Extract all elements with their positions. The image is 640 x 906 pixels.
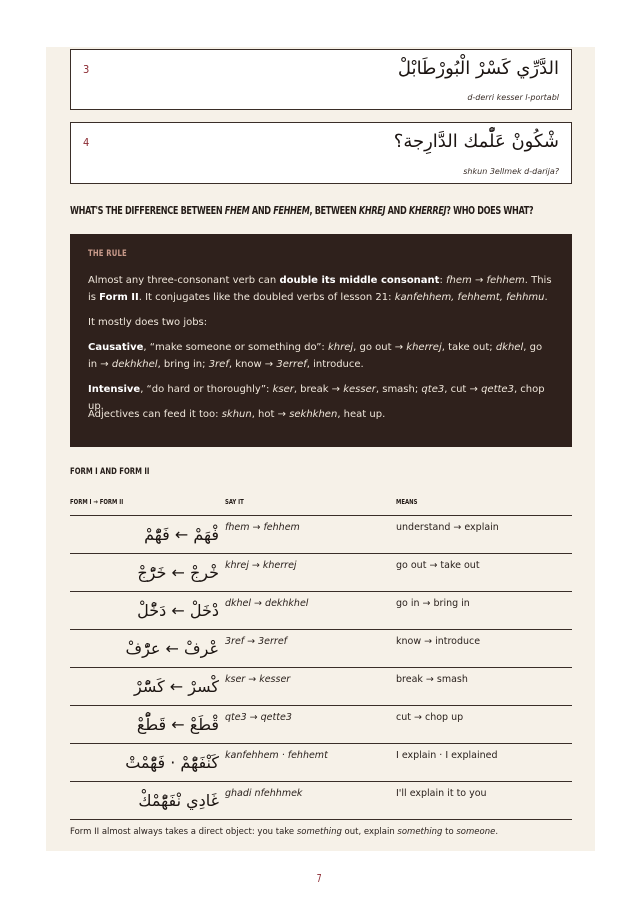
arabic-verb: عْرفْ ← عرّْفْ [125, 639, 219, 658]
table-row [70, 630, 572, 668]
meaning: I'll explain it to you [396, 788, 487, 799]
table-row [70, 706, 572, 744]
arabic-sentence: شْكُونْ عَلّْمك الدَّارِجة؟ [393, 131, 559, 152]
meaning: know → introduce [396, 636, 481, 647]
rule-paragraph-2: It mostly does two jobs: [88, 317, 208, 328]
say-it: kser → kesser [225, 674, 291, 685]
say-it: khrej → kherrej [225, 560, 297, 571]
rule-paragraph-4: Intensive, “do hard or thoroughly”: kser, break → kesser, smash; qte3, cut → qette3, chop up. [88, 384, 545, 412]
page-sheet [46, 47, 595, 851]
rule-title: THE RULE [88, 249, 127, 259]
footnote: Form II almost always takes a direct object: you take something out, explain something to someone. [70, 827, 499, 837]
table-row [70, 554, 572, 592]
say-it: 3ref → 3erref [225, 636, 288, 647]
say-it: kanfehhem · fehhemt [225, 750, 328, 761]
arabic-verb: قْطَعْ ← قَطّْعْ [136, 715, 219, 734]
arabic-verb: دْخَلْ ← دَخّْلْ [137, 601, 219, 620]
card-number: 4 [83, 136, 90, 149]
transliteration: d-derri kesser l-portabl [467, 93, 559, 102]
table-header [70, 498, 572, 516]
arabic-verb: خْرجْ ← خَرّْجْ [137, 563, 219, 582]
header-means: MEANS [396, 498, 418, 506]
rule-paragraph-5: Adjectives can feed it too: skhun, hot → sekhkhen, heat up. [88, 409, 386, 420]
arabic-verb: غَادِي نْفَهّْمْكْ [138, 791, 219, 810]
header-form: FORM I → FORM II [70, 498, 124, 506]
meaning: go in → bring in [396, 598, 470, 609]
say-it: dkhel → dekhkhel [225, 598, 309, 609]
transliteration: shkun 3ellmek d-darija? [463, 167, 559, 176]
table-row [70, 782, 572, 820]
meaning: understand → explain [396, 522, 499, 533]
sentence-card-4 [70, 122, 572, 184]
table-row [70, 592, 572, 630]
table-row [70, 516, 572, 554]
meaning: break → smash [396, 674, 468, 685]
table-row [70, 668, 572, 706]
rule-paragraph-1: Almost any three-consonant verb can double its middle consonant: fhem → fehhem. This is Form II. It conjugates like the doubled verbs of lesson 21: kanfehhem, fehhemt, fehhmu. [88, 275, 552, 303]
sentence-card-3 [70, 49, 572, 110]
header-say-it: SAY IT [225, 498, 244, 506]
meaning: I explain · I explained [396, 750, 498, 761]
arabic-sentence: الدَّرِّي كَسْرْ الْبُورْطَابْلْ [397, 58, 559, 79]
rule-paragraph-3: Causative, “make someone or something do”: khrej, go out → kherrej, take out; dkhel, go in → dekhkhel, bring in; 3ref, know → 3erref, introduce. [88, 342, 543, 370]
meaning: go out → take out [396, 560, 480, 571]
say-it: fhem → fehhem [225, 522, 300, 533]
question-heading: WHAT'S THE DIFFERENCE BETWEEN FHEM AND FEHHEM, BETWEEN KHREJ AND KHERREJ? WHO DOES WHAT? [70, 205, 534, 217]
page-number: 7 [316, 872, 322, 885]
meaning: cut → chop up [396, 712, 464, 723]
arabic-verb: كْسرْ ← كَسّْرْ [133, 677, 219, 696]
table-title: FORM I AND FORM II [70, 467, 150, 477]
arabic-verb: كَنْفَهّْمْ · فَهّْمْتْ [125, 753, 219, 772]
say-it: qte3 → qette3 [225, 712, 292, 723]
card-number: 3 [83, 63, 90, 76]
say-it: ghadi nfehhmek [225, 788, 303, 799]
rule-box [70, 234, 572, 447]
table-row [70, 744, 572, 782]
arabic-verb: فْهَمْ ← فَهّْمْ [144, 525, 219, 544]
